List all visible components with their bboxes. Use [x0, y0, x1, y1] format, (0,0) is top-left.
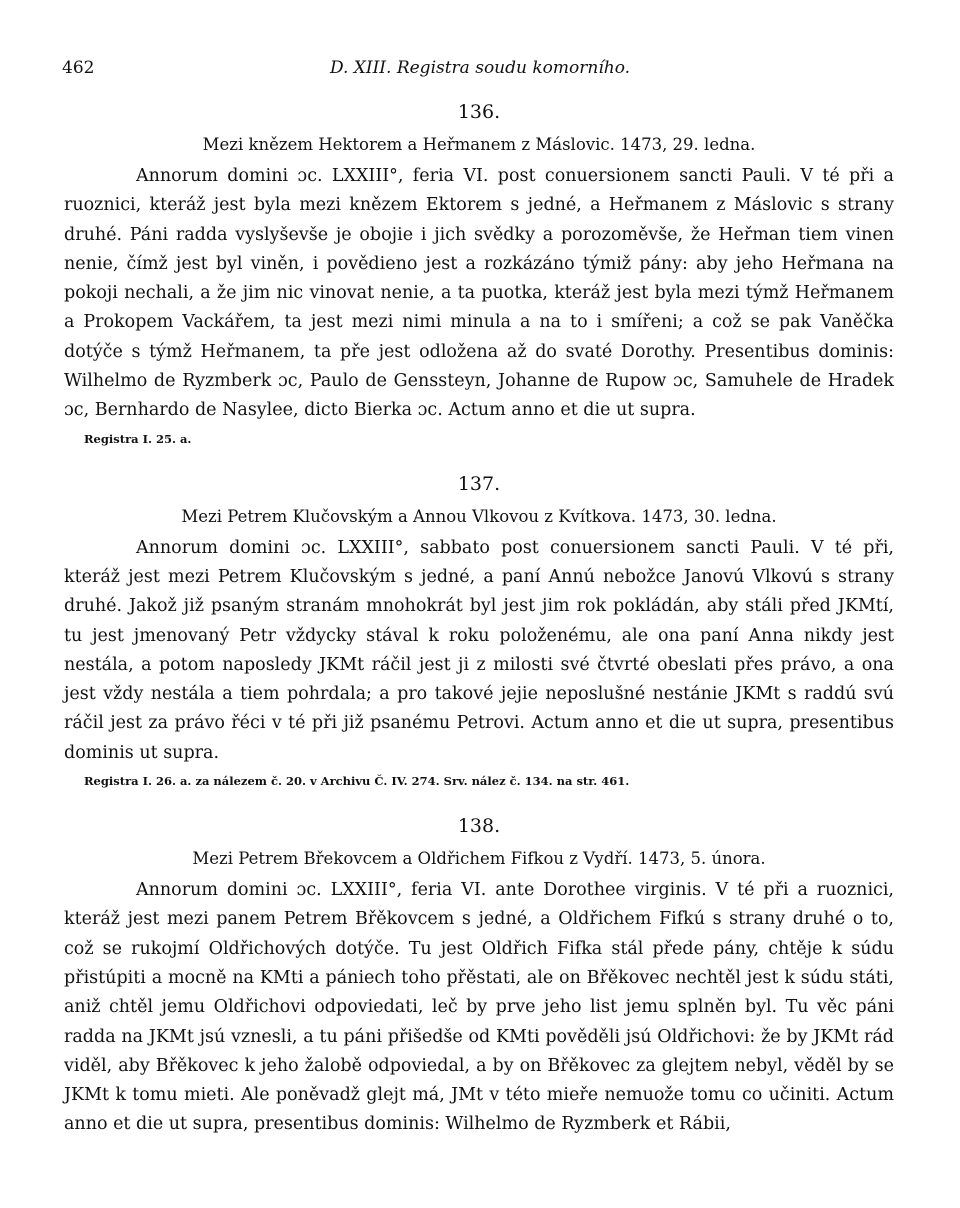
running-title: D. XIII. Registra soudu komorního. — [329, 58, 631, 78]
entry-source-note: Registra I. 25. a. — [84, 431, 192, 446]
entry-138 — [64, 814, 894, 1140]
section-gap — [64, 448, 894, 472]
entry-number: 137. — [457, 472, 501, 495]
running-header — [62, 58, 898, 82]
section-gap — [64, 790, 894, 814]
entry-heading: Mezi Petrem Klučovským a Annou Vlkovou z Kvítkova. 1473, 30. ledna. — [181, 506, 777, 526]
entry-heading: Mezi Petrem Břekovcem a Oldřichem Fifkou z Vydří. 1473, 5. února. — [192, 849, 766, 869]
page-content — [64, 100, 894, 1140]
entry-body: Annorum domini ɔc. LXXIII°, feria VI. ante Dorothee virginis. V té při a ruoznici, kteráž jest mezi panem Petrem Břěkovcem s jedné, a Oldřichem Fifkú s strany druhé o to, což se rukojmí Oldřichových dotýče. Tu jest Oldřich Fifka stál přede pány, chtěje k súdu přistúpiti a mocně na KMti a pániech toho přěstati, ale on Břěkovec nechtěl jest k súdu státi, aniž chtěl jemu Oldřichovi odpoviedati, leč by prve jeho list jemu splněn byl. Tu věc páni radda na JKMt jsú vznesli, a tu páni přišedše od KMti pověděli jsú Oldřichovi: že by JKMt rád viděl, aby Břěkovec k jeho žalobě odpoviedal, a by on Břěkovec za glejtem nebyl, věděl by se JKMt k tomu mieti. Ale poněvadž glejt má, JMt v této mieře nemuože tomu co učiniti. Actum anno et die ut supra, presentibus dominis: Wilhelmo de Ryzmberk et Rábii, — [64, 880, 894, 1135]
entry-source-note: Registra I. 26. a. za nálezem č. 20. v Archivu Č. IV. 274. Srv. nález č. 134. na str. 461. — [84, 774, 630, 789]
entry-136 — [64, 100, 894, 448]
entry-body: Annorum domini ɔc. LXXIII°, sabbato post conuersionem sancti Pauli. V té při, kteráž jest mezi Petrem Klučovským s jedné, a paní Annú nebožce Janovú Vlkovú s strany druhé. Jakož již psaným stranám mnohokrát byl jest jim rok pokládán, aby stáli před JKMtí, tu jest jmenovaný Petr vždycky stával k roku položenému, ale ona paní Anna nikdy jest nestála, a potom naposledy JKMt ráčil jest ji z milosti své čtvrté obeslati přes právo, a ona jest vždy nestála a tiem pohrdala; a pro takové jejie neposlušné nestánie JKMt s raddú svú ráčil jest za právo řéci v té při již psanému Petrovi. Actum anno et die ut supra, presentibus dominis ut supra. — [64, 537, 894, 763]
entry-137 — [64, 472, 894, 790]
entry-body: Annorum domini ɔc. LXXIII°, feria VI. post conuersionem sancti Pauli. V té při a ruoznici, kteráž jest byla mezi knězem Ektorem s jedné, a Heřmanem z Máslovic s strany druhé. Páni radda vyslyševše je obojie i jich svědky a porozoměvše, že Heřman tiem vinen nenie, čímž jest byl viněn, i povědieno jest a rozkázáno týmiž pány: aby jeho Heřmana na pokoji nechali, a že jim nic vinovat nenie, a ta puotka, kteráž jest byla mezi týmž Heřmanem a Prokopem Vackářem, ta jest mezi nimi minula a na to i smířeni; a což se pak Vaněčka dotýče s týmž Heřmanem, ta pře jest odložena až do svaté Dorothy. Presentibus dominis: Wilhelmo de Ryzmberk ɔc, Paulo de Genssteyn, Johanne de Rupow ɔc, Samuhele de Hradek ɔc, Bernhardo de Nasylee, dicto Bierka ɔc. Actum anno et die ut supra. — [64, 166, 894, 421]
entry-number: 138. — [457, 815, 501, 838]
entry-heading: Mezi knězem Hektorem a Heřmanem z Máslovic. 1473, 29. ledna. — [202, 135, 756, 154]
page-number: 462 — [62, 58, 95, 78]
entry-number: 136. — [457, 101, 501, 123]
